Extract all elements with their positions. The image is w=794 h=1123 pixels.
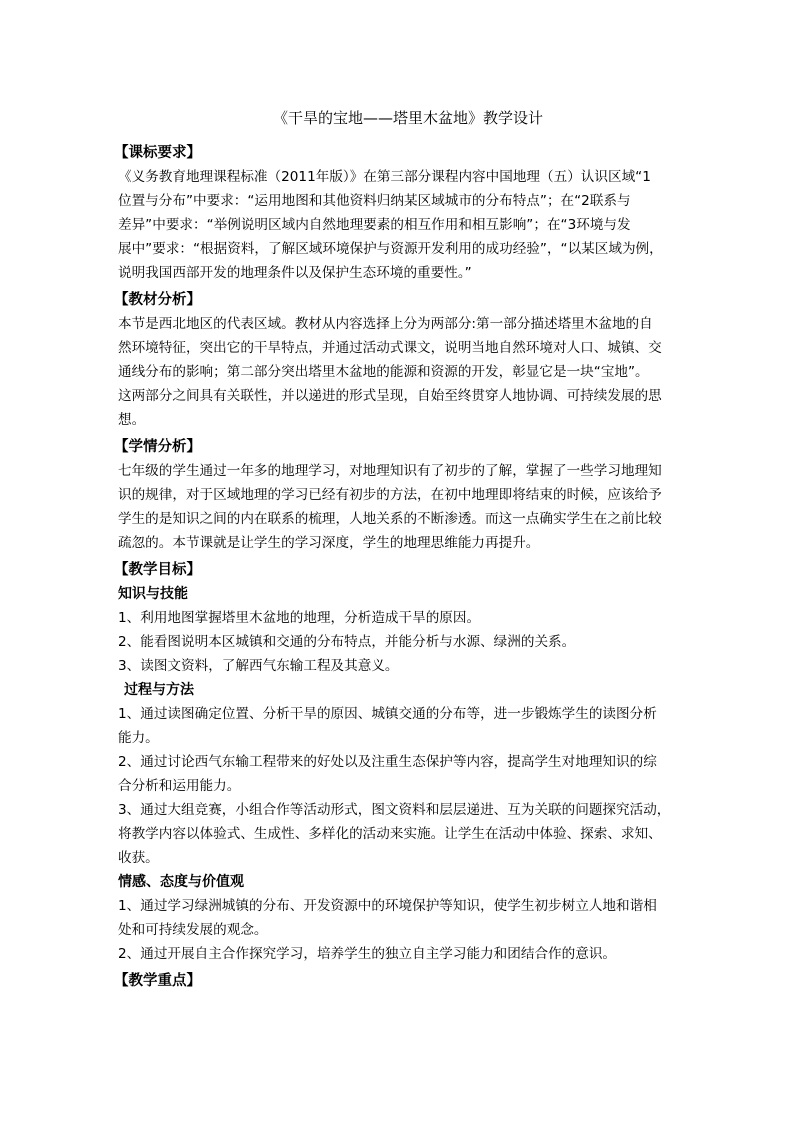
text-line: 想。: [118, 412, 146, 428]
paragraph: [118, 894, 682, 966]
section-heading: 【学情分析】: [114, 439, 201, 455]
text-line: 收获。: [118, 850, 159, 866]
document-page: [114, 106, 682, 993]
text-line: 3、读图文资料，了解西气东输工程及其意义。: [118, 658, 399, 674]
text-line: 3、通过大组竞赛，小组合作等活动形式，图文资料和层层递进、互为关联的问题探究活动，: [118, 802, 671, 818]
text-line: 然环境特征，突出它的干旱特点，并通过活动式课文，说明当地自然环境对人口、城镇、交: [118, 340, 662, 356]
text-line: 通线分布的影响；第二部分突出塔里木盆地的能源和资源的开发，彰显它是一块“宝地”。: [118, 364, 649, 380]
text-line: 1、通过读图确定位置、分析干旱的原因、城镇交通的分布等，进一步锻炼学生的读图分析: [118, 706, 657, 722]
text-line: 差异”中要求：“举例说明区域内自然地理要素的相互作用和相互影响”；在“3环境与发: [118, 217, 631, 233]
text-line: 疏忽的。本节课就是让学生的学习深度，学生的地理思维能力再提升。: [118, 535, 540, 551]
document-title: 《干旱的宝地——塔里木盆地》教学设计: [272, 109, 543, 127]
section-heading: 【课标要求】: [114, 145, 201, 161]
text-line: 能力。: [118, 730, 159, 746]
text-line: 这两部分之间具有关联性，并以递进的形式呈现，自始至终贯穿人地协调、可持续发展的思: [118, 388, 662, 404]
text-line: 位置与分布”中要求：“运用地图和其他资料归纳某区域城市的分布特点”；在“2联系与: [118, 193, 631, 209]
text-line: 展中”要求：“根据资料，了解区域环境保护与资源开发利用的成功经验”，“以某区域为例，: [118, 241, 663, 257]
section-heading: 【教材分析】: [114, 292, 201, 308]
paragraph: [118, 165, 682, 285]
paragraph: [118, 312, 682, 432]
text-line: 1、利用地图掌握塔里木盆地的地理，分析造成干旱的原因。: [118, 610, 481, 626]
text-line: 七年级的学生通过一年多的地理学习，对地理知识有了初步的了解，掌握了一些学习地理知: [118, 463, 662, 479]
text-line: 2、通过开展自主合作探究学习，培养学生的独立自主学习能力和团结合作的意识。: [118, 946, 617, 962]
subsection-heading: 知识与技能: [118, 586, 188, 602]
paragraph: [118, 702, 682, 870]
text-line: 《义务教育地理课程标准（2011年版）》在第三部分课程内容中国地理（五）认识区域“1: [118, 169, 651, 185]
paragraph: [118, 459, 682, 555]
paragraph: [118, 606, 682, 678]
text-line: 处和可持续发展的观念。: [118, 922, 268, 938]
document-body: [114, 141, 682, 993]
text-line: 识的规律，对于区域地理的学习已经有初步的方法，在初中地理即将结束的时候，应该给予: [118, 487, 662, 503]
text-line: 学生的是知识之间的内在联系的梳理，人地关系的不断渗透。而这一点确实学生在之前比较: [118, 511, 662, 527]
text-line: 1、通过学习绿洲城镇的分布、开发资源中的环境保护等知识，使学生初步树立人地和谐相: [118, 898, 657, 914]
text-line: 2、通过讨论西气东输工程带来的好处以及注重生态保护等内容，提高学生对地理知识的综: [118, 754, 657, 770]
text-line: 将教学内容以体验式、生成性、多样化的活动来实施。让学生在活动中体验、探索、求知、: [118, 826, 662, 842]
text-line: 本节是西北地区的代表区域。教材从内容选择上分为两部分:第一部分描述塔里木盆地的自: [118, 316, 653, 332]
section-heading: 【教学重点】: [114, 973, 201, 989]
text-line: 说明我国西部开发的地理条件以及保护生态环境的重要性。”: [118, 265, 472, 281]
text-line: 2、能看图说明本区城镇和交通的分布特点，并能分析与水源、绿洲的关系。: [118, 634, 576, 650]
section-heading: 【教学目标】: [114, 562, 201, 578]
text-line: 合分析和运用能力。: [118, 778, 241, 794]
subsection-heading: 情感、态度与价值观: [118, 874, 244, 890]
subsection-heading: 过程与方法: [124, 682, 194, 698]
